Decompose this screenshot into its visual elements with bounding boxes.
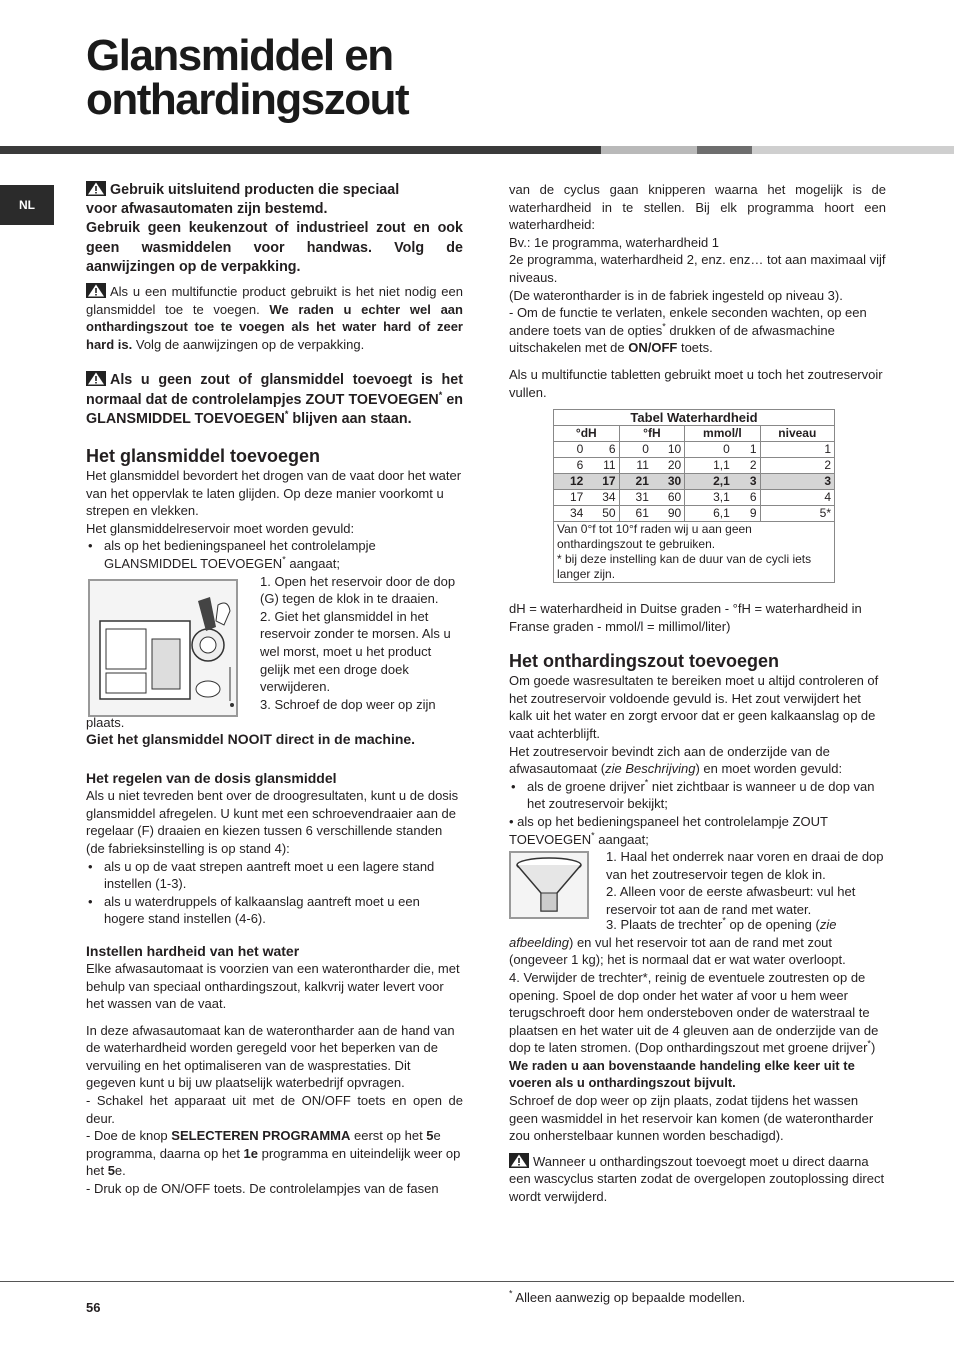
hardheid-p1: Elke afwasautomaat is voorzien van een waterontharder die, met behulp van speciaal onthardingszout, kalkvrij water levert voor het wassen van de vaat. — [86, 960, 460, 1012]
header-rule-segment — [697, 146, 752, 154]
table-title: Tabel Waterhardheid — [554, 410, 835, 426]
warning-icon — [86, 181, 106, 196]
table-row: 34 50 61 90 6,1 9 5* — [554, 506, 835, 522]
table-row: 0 6 0 10 0 1 1 — [554, 442, 835, 458]
zout-steps — [606, 848, 886, 918]
glans-steps-block — [86, 573, 463, 731]
heading-glansmiddel: Het glansmiddel toevoegen — [86, 446, 321, 466]
warning-icon — [509, 1153, 529, 1168]
warning-icon — [86, 283, 106, 298]
table-header: °dH — [554, 426, 620, 442]
dosis-text: Als u niet tevreden bent over de droogresultaten, kunt u de dosis glansmiddel afregelen. U kunt met een schroevendraaier aan de regelaar (F) draaien en kiezen tussen 6 verschillende standen (de fabrieksinstelling is op stand 4): — [86, 788, 459, 856]
zout-intro: Om goede wasresultaten te bereiken moet u altijd controleren of het zoutreservoir voldoende gevuld is. Het zout verwijdert het kalk uit het water en zorgt ervoor dat er geen kalkaanslag op de vaat achterblijft. — [509, 673, 879, 741]
table-row: 17 34 31 60 3,1 6 4 — [554, 490, 835, 506]
units-note: dH = waterhardheid in Duitse graden - °fH = waterhardheid in Franse graden - mmol/l = millimol/liter) — [509, 601, 862, 634]
table-header: niveau — [760, 426, 834, 442]
page-number: 56 — [86, 1300, 101, 1315]
table-row: 6 11 11 20 1,1 2 2 — [554, 458, 835, 474]
warning-lamps: Als u geen zout of glansmiddel toevoegt is het normaal dat de controlelampjes ZOUT TOEVOEGEN* en GLANSMIDDEL TOEVOEGEN* blijven aan staan. — [86, 372, 463, 427]
table-row-highlighted: 12 17 21 30 2,1 3 3 — [554, 474, 835, 490]
glans-never: Giet het glansmiddel NOOIT direct in de machine. — [86, 730, 416, 747]
language-tab: NL — [0, 185, 54, 225]
cycle-text: van de cyclus gaan knipperen waarna het mogelijk is de waterhardheid in te stellen. Bij elk programma hoort een waterhardheid: — [509, 182, 886, 233]
zout-location: Het zoutreservoir bevindt zich aan de onderzijde van de afwasautomaat (zie Beschrijving) en moet worden gevuld: — [509, 743, 843, 777]
example-2: 2e programma, waterhardheid 2, enz. enz… tot aan maximaal vijf niveaus. — [509, 252, 886, 285]
example-1: Bv.: 1e programma, waterhardheid 1 — [509, 234, 720, 250]
rinse-aid-illustration — [88, 579, 238, 717]
zout-advice: We raden u aan bovenstaande handeling elke keer uit te voeren als u onthardingszout bijvult. — [509, 1057, 855, 1091]
glans-intro: Het glansmiddel bevordert het drogen van de vaat door het water van het oppervlak te laten glijden. Op deze manier voorkomt u strepen en vlekken. — [86, 468, 462, 519]
glans-fill: Het glansmiddelreservoir moet worden gevuld: — [86, 520, 355, 536]
right-column — [509, 181, 886, 401]
heading-dosis: Het regelen van de dosis glansmiddel — [86, 770, 337, 787]
heading-hardheid: Instellen hardheid van het water — [86, 942, 300, 959]
footnote: * Alleen aanwezig op bepaalde modellen. — [509, 1288, 746, 1305]
zout-condition-2: • als op het bedieningspaneel het controlelampje ZOUT TOEVOEGEN* aangaat; — [509, 813, 828, 847]
factory-setting: (De waterontharder is in de fabriek ingesteld op niveau 3). — [509, 287, 843, 303]
zout-screw-cap: Schroef de dop weer op zijn plaats, zodat tijdens het wassen geen wasmiddel in het reservoir kan komen (de waterontharder zou onherstelbaar kunnen worden beschadigd). — [509, 1093, 874, 1144]
table-notes-row — [554, 522, 835, 583]
footer-rule — [0, 1281, 954, 1282]
glans-conditions — [86, 537, 463, 572]
warning-multifunction: Als u een multifunctie product gebruikt is het niet nodig een glansmiddel toe te voegen. We raden u echter wel aan onthardingszout toe te voegen als het water hard of zeer hard is. Volg de aanwijzingen op de verpakking. — [86, 284, 463, 352]
warning-icon — [86, 371, 106, 386]
list-item: • als de groene drijver* niet zichtbaar is wanneer u de dop van het zoutreservoir bekijkt; — [509, 778, 886, 813]
title-line-1: Glansmiddel en — [86, 31, 393, 80]
dosis-list — [86, 858, 463, 928]
glans-step-3: 3. Schroef de dop weer op zijn — [260, 696, 436, 712]
zout-steps-block — [509, 848, 886, 919]
left-column — [86, 181, 463, 1198]
heading-zout: Het onthardingszout toevoegen — [509, 651, 779, 672]
zout-warning: Wanneer u onthardingszout toevoegt moet u direct daarna een wascyclus starten zodat de overgelopen zoutoplossing direct wordt verwijderd. — [509, 1153, 885, 1205]
zout-step-4: 4. Verwijder de trechter*, reinig de eventuele zoutresten op de opening. Spoel de dop onder het water af voor u hem weer terugschroeft door hem ondersteboven onder de waterstraal te plaatsen en het water uit de 4 gleuven aan de onderzijde van de dop te laten stromen. (Dop onthardingszout met groene drijver*) — [509, 969, 879, 1056]
zout-step-3-start: 3. Plaats de trechter* op de opening (zie — [606, 915, 837, 933]
exit-function: - Om de functie te verlaten, enkele seconden wachten, op een andere toets van de opties* drukken of de afwasmachine uitschakelen met de ON/OFF toets. — [509, 305, 867, 356]
zout-step-3: afbeelding) en vul het reservoir tot aan de rand met zout (ongeveer 1 kg); het is normaal dat er wat water overloopt. — [509, 934, 846, 968]
header-rule-segment — [601, 146, 697, 154]
glans-step-1: 1. Open het reservoir door de dop (G) tegen de klok in te draaien. — [260, 573, 456, 607]
table-header: °fH — [619, 426, 685, 442]
list-item: • als op het bedieningspaneel het controlelampje GLANSMIDDEL TOEVOEGEN* aangaat; — [86, 537, 463, 572]
table-title-row — [554, 410, 835, 426]
zout-conditions — [509, 778, 886, 813]
dispenser-drawing — [90, 581, 236, 715]
list-item: • als u waterdruppels of kalkaanslag aantreft moet u een hogere stand instellen (4-6). — [86, 893, 463, 928]
tablets-note: Als u multifunctie tabletten gebruikt moet u toch het zoutreservoir vullen. — [509, 366, 883, 400]
right-column-lower — [509, 600, 886, 1206]
hardheid-p2: In deze afwasautomaat kan de waterontharder aan de hand van de waterhardheid worden geregeld voor het beperken van de vervuiling en het optimaliseren van de wasprestaties. Dit gegeven kunt u bij uw plaatselijk waterbedrijf opvragen. — [86, 1022, 455, 1091]
warning-products: Gebruik uitsluitend producten die speciaal voor afwasautomaten zijn bestemd. Gebruik geen keukenzout of industrieel zout en ook geen wasmiddelen voor handwas. Volg de aanwijzingen op de verpakking. — [86, 182, 463, 275]
zout-step-1: 1. Haal het onderrek naar voren en draai de dop van het zoutreservoir tegen de klok in. — [606, 849, 884, 882]
title-line-2: onthardingszout — [86, 75, 409, 124]
table-notes: Van 0°f tot 10°f raden wij u aan geen onthardingszout te gebruiken. * bij deze instelling kan de duur van de cycli iets langer zijn. — [554, 522, 835, 583]
zout-step-2: 2. Alleen voor de eerste afwasbeurt: vul het reservoir tot aan de rand met water. — [606, 884, 856, 917]
glans-step-3-end: plaats. — [86, 714, 125, 730]
glans-step-2: 2. Giet het glansmiddel in het reservoir zonder te morsen. Als u wel morst, moet u het product gelijk met een droge doek verwijderen. — [260, 608, 451, 695]
page-title — [86, 31, 409, 124]
hardheid-p4: - Doe de knop SELECTEREN PROGRAMMA eerst op het 5e programma, daarna op het 1e programma en uiteindelijk weer op het 5e. — [86, 1128, 461, 1179]
hardheid-p5: - Druk op de ON/OFF toets. De controlelampjes van de fasen — [86, 1181, 439, 1197]
funnel-illustration — [509, 851, 589, 919]
header-rule-segment — [752, 146, 954, 154]
header-rule — [0, 146, 601, 154]
hardheid-p3: - Schakel het apparaat uit met de ON/OFF toets en open de deur. — [86, 1093, 463, 1126]
glans-steps — [260, 573, 463, 714]
list-item: • als u op de vaat strepen aantreft moet u een lagere stand instellen (1-3). — [86, 858, 463, 893]
table-header: mmol/l — [685, 426, 760, 442]
table-header-row — [554, 426, 835, 442]
funnel-drawing — [511, 853, 587, 917]
water-hardness-table — [553, 409, 835, 583]
